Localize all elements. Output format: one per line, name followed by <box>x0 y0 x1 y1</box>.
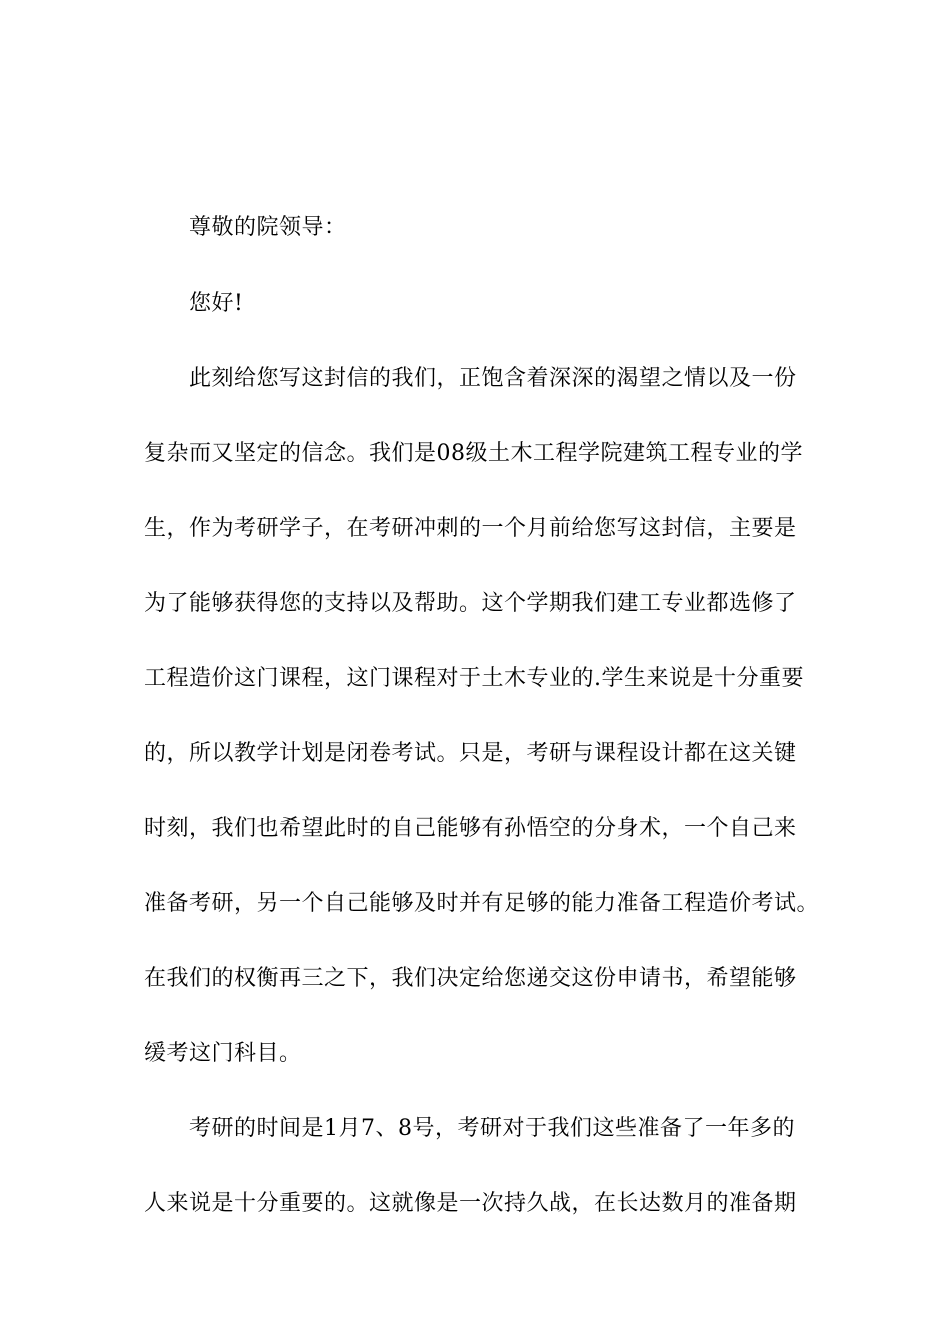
paragraph-2-line-1: 考研的时间是1月7、8号，考研对于我们这些准备了一年多的 <box>189 1116 795 1141</box>
salutation: 尊敬的院领导： <box>189 215 347 240</box>
paragraph-1-line-1: 此刻给您写这封信的我们，正饱含着深深的渴望之情以及一份 <box>189 366 797 391</box>
paragraph-1-line-5: 工程造价这门课程，这门课程对于土木专业的.学生来说是十分重要 <box>144 666 804 691</box>
paragraph-1-line-4: 为了能够获得您的支持以及帮助。这个学期我们建工专业都选修了 <box>144 591 797 616</box>
greeting: 您好! <box>189 291 244 316</box>
paragraph-2-line-2: 人来说是十分重要的。这就像是一次持久战，在长达数月的准备期 <box>144 1191 797 1216</box>
paragraph-1-line-7: 时刻，我们也希望此时的自己能够有孙悟空的分身术，一个自己来 <box>144 816 797 841</box>
paragraph-1-line-10: 缓考这门科目。 <box>144 1041 302 1066</box>
paragraph-1-line-3: 生，作为考研学子，在考研冲刺的一个月前给您写这封信，主要是 <box>144 516 797 541</box>
paragraph-1-line-6: 的，所以教学计划是闭卷考试。只是，考研与课程设计都在这关键 <box>144 741 797 766</box>
paragraph-1-line-9: 在我们的权衡再三之下，我们决定给您递交这份申请书，希望能够 <box>144 966 797 991</box>
paragraph-1-line-2: 复杂而又坚定的信念。我们是08级土木工程学院建筑工程专业的学 <box>144 441 803 466</box>
paragraph-1-line-8: 准备考研，另一个自己能够及时并有足够的能力准备工程造价考试。 <box>144 891 820 916</box>
